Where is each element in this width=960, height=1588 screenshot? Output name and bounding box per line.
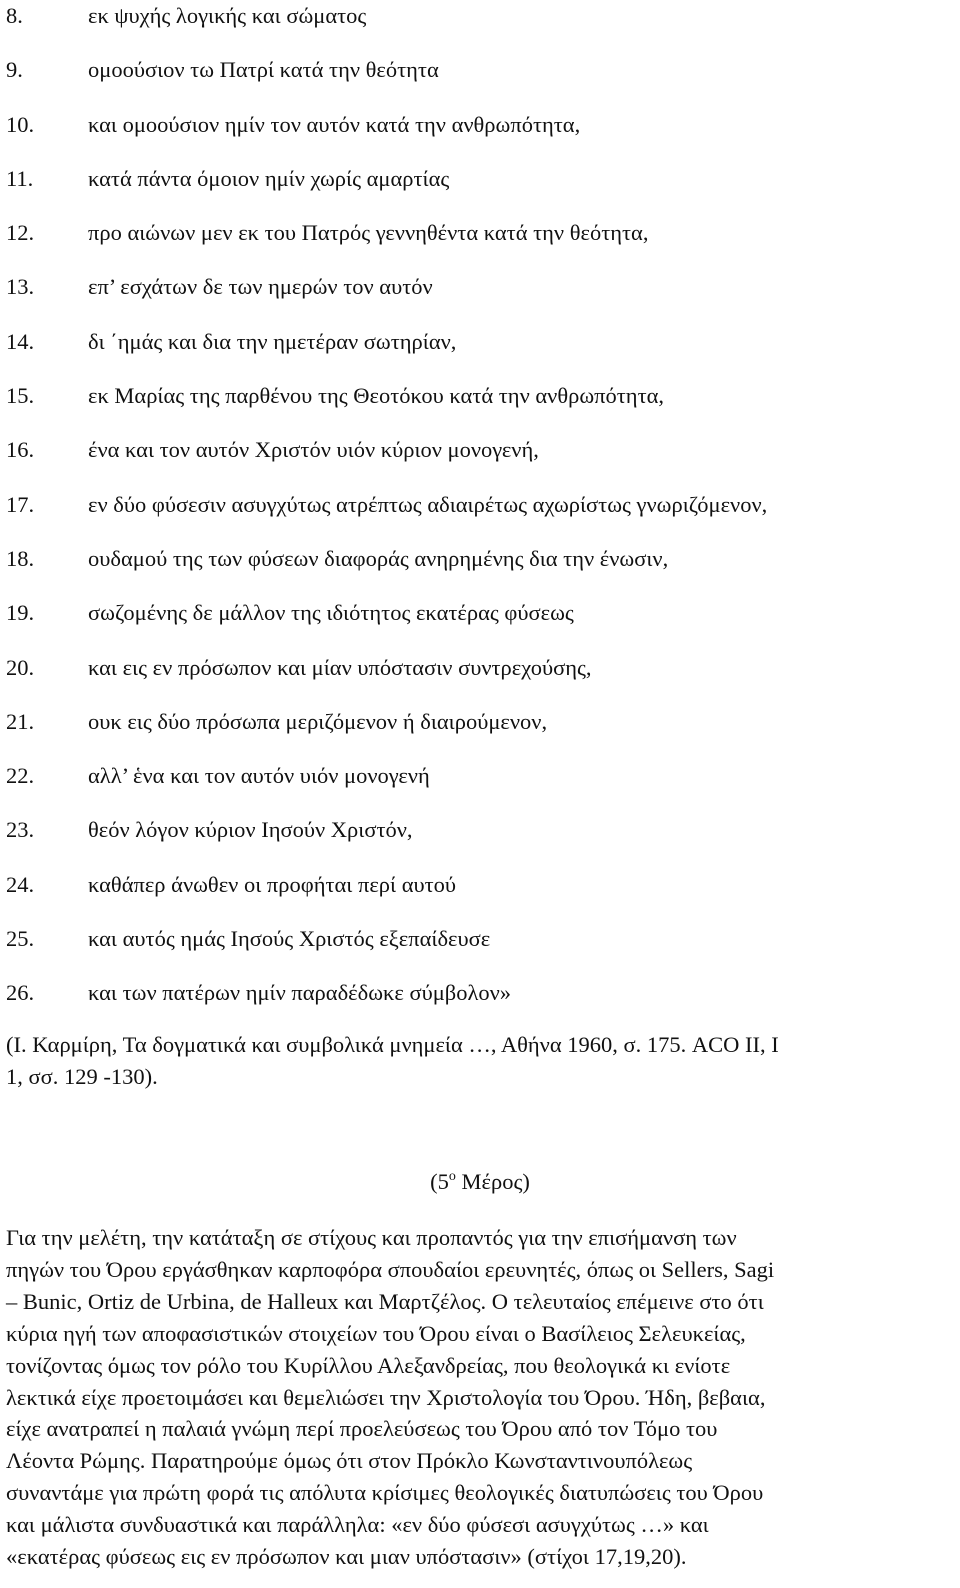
verse-number: 22. [6, 763, 35, 789]
paragraph-line: είχε ανατραπεί η παλαιά γνώμη περί προελεύσεως του Όρου από τον Τόμο του [6, 1416, 718, 1442]
verse-text: εν δύο φύσεσιν ασυγχύτως ατρέπτως αδιαιρέτως αχωρίστως γνωριζόμενον, [88, 491, 768, 517]
verse-text: κατά πάντα όμοιον ημίν χωρίς αμαρτίας [88, 165, 450, 191]
verse-number: 13. [6, 274, 35, 300]
part-heading-rest: Μέρος) [455, 1169, 530, 1194]
verse-text: ουκ εις δύο πρόσωπα μεριζόμενον ή διαιρούμενον, [88, 708, 548, 734]
verse-text: θεόν λόγον κύριον Ιησούν Χριστόν, [88, 817, 413, 843]
verse-number: 8. [6, 3, 23, 28]
citation-line: (Ι. Καρμίρη, Τα δογματικά και συμβολικά μνημεία …, Αθήνα 1960, σ. 175. ACO II, I [6, 1032, 779, 1057]
verse-number: 9. [6, 57, 23, 83]
verse-line [6, 652, 946, 706]
verse-number: 21. [6, 708, 35, 734]
verse-text: προ αιώνων μεν εκ του Πατρός γεννηθέντα κατά την θεότητα, [88, 220, 649, 246]
verse-text: και των πατέρων ημίν παραδέδωκε σύμβολον» [88, 980, 512, 1006]
part-heading [0, 1166, 960, 1198]
verse-number: 17. [6, 491, 35, 517]
verse-line [6, 380, 946, 434]
verse-number: 23. [6, 817, 35, 843]
verse-text: ομοούσιον τω Πατρί κατά την θεότητα [88, 57, 439, 83]
body-paragraph [6, 1222, 946, 1573]
verse-number: 24. [6, 871, 35, 897]
paragraph-line: – Bunic, Ortiz de Urbina, de Halleux και Μαρτζέλος. Ο τελευταίος επέμεινε στο ότι [6, 1288, 764, 1314]
verse-line [6, 326, 946, 380]
verse-text: και εις εν πρόσωπον και μίαν υπόστασιν συντρεχούσης, [88, 654, 592, 680]
verse-number: 15. [6, 383, 35, 409]
verse-number: 19. [6, 600, 35, 626]
verse-line [6, 217, 946, 271]
paragraph-line: Λέοντα Ρώμης. Παρατηρούμε όμως ότι στον Πρόκλο Κωνσταντινουπόλεως [6, 1448, 693, 1474]
verse-number: 18. [6, 545, 35, 571]
verse-number: 20. [6, 654, 35, 680]
citation-line: 1, σσ. 129 -130). [6, 1063, 158, 1089]
verse-line [6, 814, 946, 868]
verse-number: 12. [6, 220, 35, 246]
verse-text: εκ ψυχής λογικής και σώματος [88, 3, 367, 28]
paragraph-line: συναντάμε για πρώτη φορά τις απόλυτα κρίσιμες θεολογικές διατυπώσεις του Όρου [6, 1480, 764, 1506]
verse-text: επ’ εσχάτων δε των ημερών τον αυτόν [88, 274, 433, 300]
verse-text: ένα και τον αυτόν Χριστόν υιόν κύριον μονογενή, [88, 437, 539, 463]
verse-line [6, 0, 946, 54]
verse-text: ουδαμού της των φύσεων διαφοράς ανηρημένης δια την ένωσιν, [88, 545, 669, 571]
verse-text: δι ΄ημάς και δια την ημετέραν σωτηρίαν, [88, 328, 457, 354]
verse-number: 25. [6, 926, 35, 952]
part-heading-open: (5 [430, 1169, 449, 1194]
verse-text: καθάπερ άνωθεν οι προφήται περί αυτού [88, 871, 457, 897]
verse-line [6, 706, 946, 760]
verse-line [6, 923, 946, 977]
verse-line [6, 977, 946, 1031]
verse-line [6, 434, 946, 488]
verse-text: και αυτός ημάς Ιησούς Χριστός εξεπαίδευσε [88, 926, 491, 952]
verse-line [6, 489, 946, 543]
paragraph-line: κύρια ηγή των αποφασιστικών στοιχείων του Όρου είναι ο Βασίλειος Σελευκείας, [6, 1320, 746, 1346]
verse-text: εκ Μαρίας της παρθένου της Θεοτόκου κατά την ανθρωπότητα, [88, 383, 665, 409]
paragraph-line: και μάλιστα συνδυαστικά και παράλληλα: «εν δύο φύσεσι ασυγχύτως …» και [6, 1512, 709, 1538]
verse-line [6, 271, 946, 325]
verse-line [6, 869, 946, 923]
paragraph-line: Για την μελέτη, την κατάταξη σε στίχους και προπαντός για την επισήμανση των [6, 1225, 737, 1250]
verse-number: 11. [6, 165, 34, 191]
verse-text: και ομοούσιον ημίν τον αυτόν κατά την ανθρωπότητα, [88, 111, 581, 137]
verse-line [6, 109, 946, 163]
verse-list [6, 0, 946, 1032]
verse-line [6, 543, 946, 597]
verse-text: σωζομένης δε μάλλον της ιδιότητος εκατέρας φύσεως [88, 600, 574, 626]
paragraph-line: «εκατέρας φύσεως εις εν πρόσωπον και μιαν υπόστασιν» (στίχοι 17,19,20). [6, 1544, 687, 1570]
verse-line [6, 760, 946, 814]
verse-line [6, 163, 946, 217]
verse-number: 10. [6, 111, 35, 137]
paragraph-line: πηγών του Όρου εργάσθηκαν καρποφόρα σπουδαίοι ερευνητές, όπως οι Sellers, Sagi [6, 1256, 775, 1282]
verse-number: 16. [6, 437, 35, 463]
paragraph-line: λεκτικά είχε προετοιμάσει και θεμελιώσει την Χριστολογία του Όρου. Ήδη, βεβαια, [6, 1384, 766, 1410]
verse-number: 14. [6, 328, 35, 354]
paragraph-line: τονίζοντας όμως τον ρόλο του Κυρίλλου Αλεξανδρείας, που θεολογικά κι ενίοτε [6, 1352, 731, 1378]
citation [6, 1029, 946, 1092]
verse-line [6, 597, 946, 651]
part-heading-superscript: ο [448, 1169, 456, 1184]
verse-text: αλλ’ ἑνα και τον αυτόν υιόν μονογενή [88, 763, 430, 789]
verse-number: 26. [6, 980, 35, 1006]
verse-line [6, 54, 946, 108]
